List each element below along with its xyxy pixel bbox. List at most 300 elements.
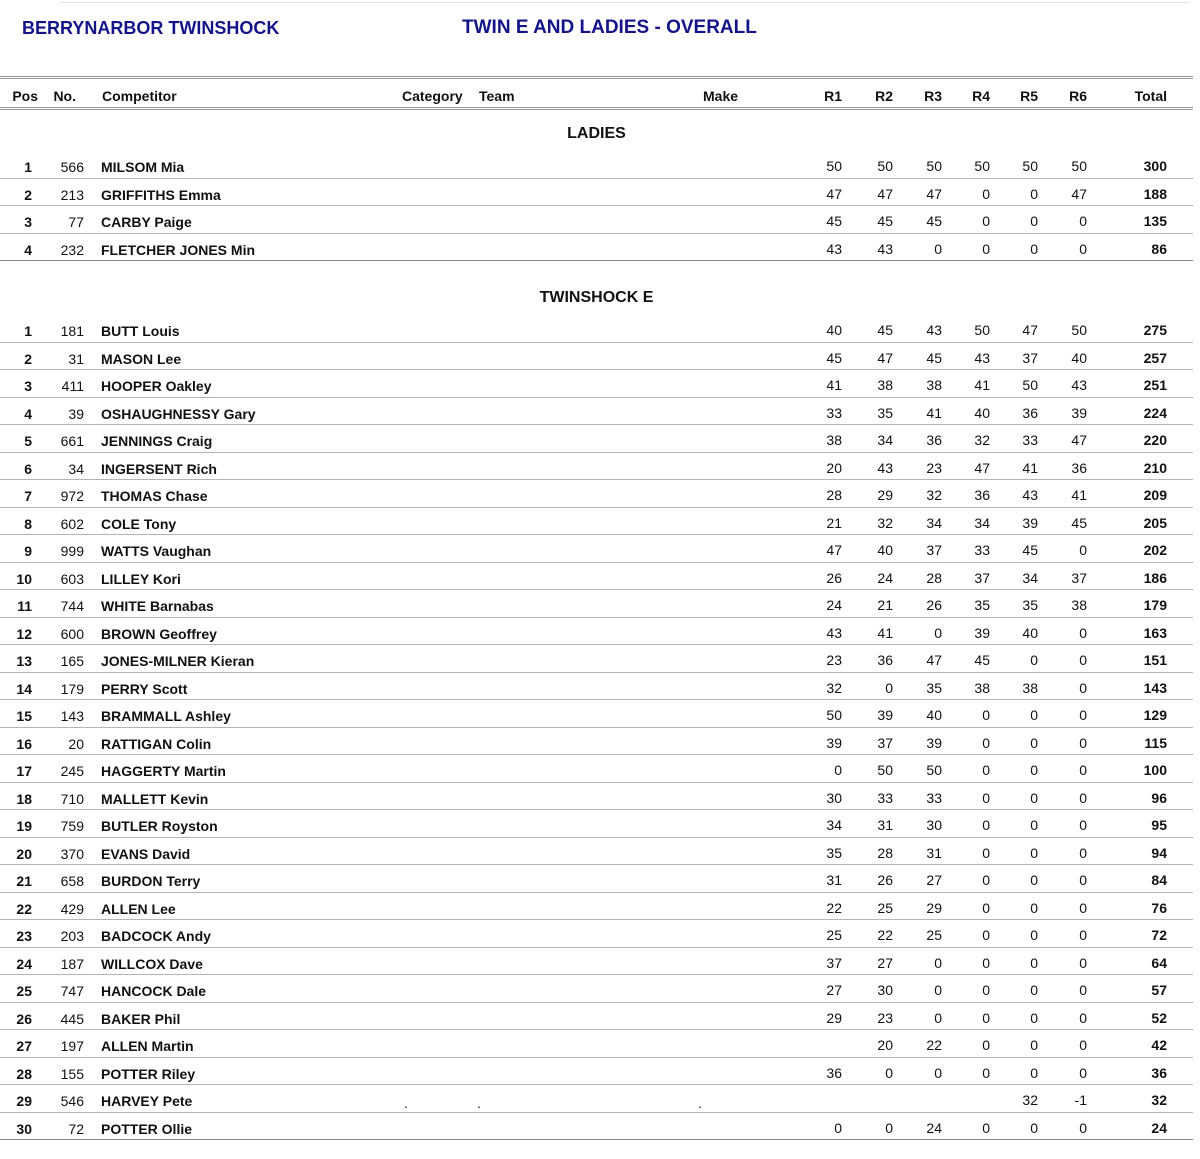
col-r4: R4 — [972, 88, 990, 104]
col-no: No. — [53, 88, 76, 104]
round-4-score: 0 — [982, 1009, 990, 1026]
round-3-score: 45 — [926, 349, 942, 366]
competitor-cell: MILSOM Mia — [101, 159, 185, 175]
position-cell: 18 — [16, 790, 32, 807]
round-3-score: 34 — [926, 514, 942, 531]
round-2-score: 41 — [877, 624, 893, 641]
round-6-score: 0 — [1079, 1037, 1087, 1053]
competitor-cell: MASON Lee — [101, 350, 182, 367]
table-row — [0, 206, 1193, 234]
round-4-score: 43 — [974, 349, 990, 366]
total-score-cell: 202 — [1143, 542, 1167, 558]
round-5-score: 0 — [1030, 240, 1038, 257]
round-4-score: 47 — [974, 459, 990, 476]
total-score-cell: 209 — [1143, 487, 1167, 503]
position-cell: 7 — [24, 488, 32, 504]
round-5-score: 50 — [1022, 158, 1038, 174]
round-5-score: 0 — [1030, 844, 1038, 861]
round-5-score: 45 — [1022, 542, 1038, 558]
round-2-score: 31 — [877, 817, 893, 833]
round-5-score: 0 — [1030, 707, 1038, 723]
round-6-score: 43 — [1071, 377, 1087, 393]
round-1-score: 50 — [826, 707, 842, 723]
round-6-score: 0 — [1079, 213, 1087, 229]
total-score-cell: 163 — [1143, 624, 1167, 641]
round-4-score: 41 — [974, 377, 990, 393]
table-row — [0, 453, 1193, 481]
round-3-score: 22 — [926, 1037, 942, 1053]
round-3-score: 29 — [926, 899, 942, 916]
round-1-score: 32 — [826, 679, 842, 696]
round-6-score: 50 — [1071, 322, 1087, 338]
rider-number-cell: 143 — [60, 708, 84, 724]
round-3-score: 50 — [926, 762, 942, 778]
position-cell: 1 — [24, 323, 32, 339]
round-2-score: 21 — [877, 597, 893, 613]
round-5-score: 33 — [1022, 432, 1038, 448]
table-row — [0, 755, 1193, 783]
position-cell: 29 — [16, 1093, 32, 1109]
round-4-score: 34 — [974, 514, 990, 531]
rider-number-cell: 658 — [60, 873, 84, 889]
competitor-cell: HAGGERTY Martin — [101, 763, 226, 779]
round-6-score: 36 — [1071, 459, 1087, 476]
round-1-score: 38 — [826, 432, 842, 448]
round-2-score: 0 — [885, 679, 893, 696]
round-6-score: 0 — [1079, 762, 1087, 778]
table-row — [0, 508, 1193, 536]
table-row — [0, 370, 1193, 398]
round-3-score: 0 — [934, 982, 942, 998]
round-3-score: 30 — [926, 817, 942, 833]
round-5-score: 0 — [1030, 1009, 1038, 1026]
total-score-cell: 205 — [1143, 514, 1167, 531]
round-5-score: 34 — [1022, 569, 1038, 586]
position-cell: 4 — [24, 405, 32, 422]
position-cell: 2 — [24, 350, 32, 367]
category-cell: . — [404, 1095, 408, 1111]
round-5-score: 0 — [1030, 927, 1038, 943]
round-4-score: 45 — [974, 652, 990, 668]
round-6-score: 0 — [1079, 240, 1087, 257]
round-1-score: 41 — [826, 377, 842, 393]
rider-number-cell: 999 — [60, 543, 84, 559]
rider-number-cell: 77 — [68, 214, 84, 230]
round-4-score: 50 — [974, 158, 990, 174]
competitor-cell: WILLCOX Dave — [101, 955, 203, 972]
round-1-score: 40 — [826, 322, 842, 338]
total-score-cell: 32 — [1151, 1092, 1167, 1108]
position-cell: 6 — [24, 460, 32, 477]
round-2-score: 24 — [877, 569, 893, 586]
round-6-score: 0 — [1079, 927, 1087, 943]
competitor-cell: MALLETT Kevin — [101, 790, 209, 807]
position-cell: 14 — [16, 680, 32, 697]
round-4-score: 0 — [982, 817, 990, 833]
rider-number-cell: 445 — [60, 1010, 84, 1027]
competitor-cell: RATTIGAN Colin — [101, 735, 212, 752]
competitor-cell: LILLEY Kori — [101, 570, 181, 587]
round-2-score: 45 — [877, 322, 893, 338]
round-2-score: 27 — [877, 954, 893, 971]
round-4-score: 0 — [982, 240, 990, 257]
round-4-score: 0 — [982, 789, 990, 806]
competitor-cell: BRAMMALL Ashley — [101, 708, 231, 724]
competitor-cell: POTTER Riley — [101, 1065, 196, 1082]
round-1-score: 35 — [826, 844, 842, 861]
round-6-score: 0 — [1079, 1119, 1087, 1136]
round-3-score: 35 — [926, 679, 942, 696]
rider-number-cell: 165 — [60, 653, 84, 669]
round-3-score: 33 — [926, 789, 942, 806]
round-1-score: 0 — [834, 1119, 842, 1136]
round-2-score: 34 — [877, 432, 893, 448]
rider-number-cell: 603 — [60, 570, 84, 587]
make-cell: . — [698, 1095, 702, 1111]
round-3-score: 38 — [926, 377, 942, 393]
rider-number-cell: 155 — [60, 1065, 84, 1082]
round-3-score: 25 — [926, 927, 942, 943]
table-row — [0, 234, 1193, 262]
round-6-score: 0 — [1079, 542, 1087, 558]
round-1-score: 0 — [834, 762, 842, 778]
competitor-cell: COLE Tony — [101, 515, 177, 532]
round-6-score: 0 — [1079, 1009, 1087, 1026]
round-6-score: 47 — [1071, 432, 1087, 448]
round-1-score: 24 — [826, 597, 842, 613]
team-cell: . — [477, 1095, 481, 1111]
position-cell: 26 — [16, 1010, 32, 1027]
table-row — [0, 618, 1193, 646]
round-6-score: 41 — [1071, 487, 1087, 503]
round-4-score: 0 — [982, 213, 990, 229]
table-row — [0, 1085, 1193, 1113]
position-cell: 16 — [16, 735, 32, 752]
table-row — [0, 700, 1193, 728]
rider-number-cell: 181 — [60, 323, 84, 339]
round-5-score: 0 — [1030, 789, 1038, 806]
round-5-score: 0 — [1030, 652, 1038, 668]
position-cell: 10 — [16, 570, 32, 587]
competitor-cell: BAKER Phil — [101, 1010, 181, 1027]
top-rule — [60, 2, 1190, 3]
position-cell: 8 — [24, 515, 32, 532]
round-3-score: 40 — [926, 707, 942, 723]
round-5-score: 0 — [1030, 899, 1038, 916]
round-1-score: 50 — [826, 158, 842, 174]
rider-number-cell: 744 — [60, 598, 84, 614]
table-row — [0, 151, 1193, 179]
competitor-cell: ALLEN Martin — [101, 1038, 194, 1054]
position-cell: 13 — [16, 653, 32, 669]
round-4-score: 0 — [982, 872, 990, 888]
round-6-score: 0 — [1079, 872, 1087, 888]
round-2-score: 29 — [877, 487, 893, 503]
total-score-cell: 94 — [1151, 844, 1167, 861]
round-1-score: 20 — [826, 459, 842, 476]
round-3-score: 45 — [926, 213, 942, 229]
round-6-score: -1 — [1074, 1092, 1087, 1108]
round-5-score: 0 — [1030, 734, 1038, 751]
table-row — [0, 179, 1193, 207]
round-5-score: 0 — [1030, 1119, 1038, 1136]
competitor-cell: PERRY Scott — [101, 680, 188, 697]
round-4-score: 0 — [982, 734, 990, 751]
table-row — [0, 343, 1193, 371]
round-4-score: 0 — [982, 1037, 990, 1053]
round-6-score: 47 — [1071, 185, 1087, 202]
round-6-score: 0 — [1079, 817, 1087, 833]
col-total: Total — [1134, 88, 1167, 104]
round-3-score: 0 — [934, 1064, 942, 1081]
table-row — [0, 535, 1193, 563]
position-cell: 1 — [24, 159, 32, 175]
total-score-cell: 135 — [1143, 213, 1167, 229]
round-4-score: 0 — [982, 1064, 990, 1081]
table-row — [0, 838, 1193, 866]
total-score-cell: 36 — [1151, 1064, 1167, 1081]
round-3-score: 0 — [934, 1009, 942, 1026]
round-6-score: 0 — [1079, 734, 1087, 751]
rider-number-cell: 411 — [61, 378, 84, 394]
rider-number-cell: 213 — [60, 186, 84, 203]
round-2-score: 43 — [877, 459, 893, 476]
round-2-score: 20 — [877, 1037, 893, 1053]
round-2-score: 40 — [877, 542, 893, 558]
competitor-cell: BURDON Terry — [101, 873, 201, 889]
round-6-score: 0 — [1079, 899, 1087, 916]
table-row — [0, 590, 1193, 618]
competitor-cell: BADCOCK Andy — [101, 928, 211, 944]
competitor-cell: ALLEN Lee — [101, 900, 176, 917]
round-4-score: 50 — [974, 322, 990, 338]
table-row — [0, 645, 1193, 673]
round-6-score: 38 — [1071, 597, 1087, 613]
rider-number-cell: 759 — [60, 818, 84, 834]
rider-number-cell: 197 — [60, 1038, 84, 1054]
round-3-score: 0 — [934, 624, 942, 641]
table-row — [0, 673, 1193, 701]
round-3-score: 26 — [926, 597, 942, 613]
round-3-score: 47 — [926, 652, 942, 668]
round-2-score: 25 — [877, 899, 893, 916]
round-1-score: 23 — [826, 652, 842, 668]
round-5-score: 0 — [1030, 1064, 1038, 1081]
round-6-score: 0 — [1079, 707, 1087, 723]
round-6-score: 0 — [1079, 1064, 1087, 1081]
round-3-score: 43 — [926, 322, 942, 338]
round-5-score: 0 — [1030, 817, 1038, 833]
round-1-score: 43 — [826, 240, 842, 257]
table-row — [0, 1030, 1193, 1058]
competitor-cell: JENNINGS Craig — [101, 433, 213, 449]
round-1-score: 39 — [826, 734, 842, 751]
round-5-score: 0 — [1030, 872, 1038, 888]
table-row — [0, 1003, 1193, 1031]
round-4-score: 35 — [974, 597, 990, 613]
round-4-score: 40 — [974, 404, 990, 421]
section-title: TWINSHOCK E — [539, 289, 654, 306]
round-3-score: 0 — [934, 240, 942, 257]
position-cell: 5 — [24, 433, 32, 449]
table-row — [0, 398, 1193, 426]
total-score-cell: 143 — [1143, 679, 1167, 696]
round-2-score: 28 — [877, 844, 893, 861]
rider-number-cell: 600 — [60, 625, 84, 642]
round-1-score: 36 — [826, 1064, 842, 1081]
competitor-cell: WHITE Barnabas — [101, 598, 214, 614]
table-header — [0, 76, 1193, 110]
total-score-cell: 151 — [1143, 652, 1167, 668]
round-1-score: 31 — [826, 872, 842, 888]
round-4-score: 39 — [974, 624, 990, 641]
position-cell: 15 — [16, 708, 32, 724]
competitor-cell: HOOPER Oakley — [101, 378, 212, 394]
round-5-score: 0 — [1030, 982, 1038, 998]
rider-number-cell: 370 — [60, 845, 84, 862]
competitor-cell: BUTT Louis — [101, 323, 180, 339]
rider-number-cell: 187 — [60, 955, 84, 972]
rider-number-cell: 20 — [68, 735, 84, 752]
col-team: Team — [479, 88, 515, 104]
round-1-score: 37 — [826, 954, 842, 971]
round-3-score: 27 — [926, 872, 942, 888]
round-6-score: 0 — [1079, 652, 1087, 668]
round-1-score: 33 — [826, 404, 842, 421]
total-score-cell: 64 — [1151, 954, 1167, 971]
total-score-cell: 275 — [1143, 322, 1167, 338]
rider-number-cell: 710 — [60, 790, 84, 807]
total-score-cell: 220 — [1143, 432, 1167, 448]
competitor-cell: HARVEY Pete — [101, 1093, 193, 1109]
position-cell: 9 — [24, 543, 32, 559]
col-r2: R2 — [875, 88, 893, 104]
round-2-score: 39 — [877, 707, 893, 723]
total-score-cell: 95 — [1151, 817, 1167, 833]
table-row — [0, 315, 1193, 343]
rider-number-cell: 39 — [68, 405, 84, 422]
competitor-cell: OSHAUGHNESSY Gary — [101, 405, 256, 422]
position-cell: 28 — [16, 1065, 32, 1082]
round-5-score: 47 — [1022, 322, 1038, 338]
event-name: BERRYNARBOR TWINSHOCK — [22, 18, 280, 38]
competitor-cell: INGERSENT Rich — [101, 460, 217, 477]
rider-number-cell: 203 — [60, 928, 84, 944]
total-score-cell: 224 — [1143, 404, 1167, 421]
round-5-score: 38 — [1022, 679, 1038, 696]
col-category: Category — [402, 88, 463, 104]
total-score-cell: 186 — [1143, 569, 1167, 586]
round-3-score: 31 — [926, 844, 942, 861]
total-score-cell: 251 — [1143, 377, 1167, 393]
round-6-score: 50 — [1071, 158, 1087, 174]
round-2-score: 0 — [885, 1064, 893, 1081]
round-4-score: 0 — [982, 844, 990, 861]
round-2-score: 50 — [877, 762, 893, 778]
round-4-score: 0 — [982, 982, 990, 998]
competitor-cell: WATTS Vaughan — [101, 543, 212, 559]
rider-number-cell: 747 — [60, 983, 84, 999]
round-3-score: 47 — [926, 185, 942, 202]
position-cell: 25 — [16, 983, 32, 999]
round-6-score: 0 — [1079, 624, 1087, 641]
round-2-score: 23 — [877, 1009, 893, 1026]
round-3-score: 24 — [926, 1119, 942, 1136]
round-5-score: 0 — [1030, 213, 1038, 229]
rider-number-cell: 566 — [60, 159, 84, 175]
round-3-score: 0 — [934, 954, 942, 971]
round-4-score: 38 — [974, 679, 990, 696]
round-4-score: 0 — [982, 1119, 990, 1136]
round-3-score: 28 — [926, 569, 942, 586]
position-cell: 2 — [24, 186, 32, 203]
round-2-score: 45 — [877, 213, 893, 229]
table-row — [0, 893, 1193, 921]
col-r5: R5 — [1020, 88, 1038, 104]
total-score-cell: 57 — [1151, 982, 1167, 998]
rider-number-cell: 245 — [60, 763, 84, 779]
competitor-cell: GRIFFITHS Emma — [101, 186, 221, 203]
competitor-cell: FLETCHER JONES Min — [101, 241, 256, 258]
round-2-score: 32 — [877, 514, 893, 531]
round-5-score: 40 — [1022, 624, 1038, 641]
round-4-score: 33 — [974, 542, 990, 558]
round-4-score: 36 — [974, 487, 990, 503]
round-2-score: 37 — [877, 734, 893, 751]
round-1-score: 21 — [826, 514, 842, 531]
col-r6: R6 — [1069, 88, 1087, 104]
round-3-score: 50 — [926, 158, 942, 174]
round-6-score: 40 — [1071, 349, 1087, 366]
round-5-score: 36 — [1022, 404, 1038, 421]
position-cell: 27 — [16, 1038, 32, 1054]
round-3-score: 23 — [926, 459, 942, 476]
rider-number-cell: 179 — [60, 680, 84, 697]
table-row — [0, 1058, 1193, 1086]
position-cell: 20 — [16, 845, 32, 862]
round-5-score: 0 — [1030, 954, 1038, 971]
round-2-score: 26 — [877, 872, 893, 888]
round-1-score: 43 — [826, 624, 842, 641]
position-cell: 3 — [24, 214, 32, 230]
round-2-score: 0 — [885, 1119, 893, 1136]
round-6-score: 39 — [1071, 404, 1087, 421]
rider-number-cell: 72 — [68, 1120, 84, 1137]
round-3-score: 39 — [926, 734, 942, 751]
rider-number-cell: 34 — [68, 460, 84, 477]
round-1-score: 45 — [826, 349, 842, 366]
table-row — [0, 810, 1193, 838]
total-score-cell: 179 — [1143, 597, 1167, 613]
round-5-score: 39 — [1022, 514, 1038, 531]
total-score-cell: 84 — [1151, 872, 1167, 888]
table-row — [0, 783, 1193, 811]
position-cell: 22 — [16, 900, 32, 917]
round-2-score: 47 — [877, 185, 893, 202]
round-2-score: 36 — [877, 652, 893, 668]
round-1-score: 30 — [826, 789, 842, 806]
table-row — [0, 425, 1193, 453]
rider-number-cell: 31 — [68, 350, 84, 367]
rider-number-cell: 546 — [60, 1093, 84, 1109]
table-row — [0, 728, 1193, 756]
round-4-score: 0 — [982, 954, 990, 971]
table-row — [0, 920, 1193, 948]
round-3-score: 32 — [926, 487, 942, 503]
competitor-cell: BUTLER Royston — [101, 818, 218, 834]
col-r1: R1 — [824, 88, 842, 104]
total-score-cell: 52 — [1151, 1009, 1167, 1026]
